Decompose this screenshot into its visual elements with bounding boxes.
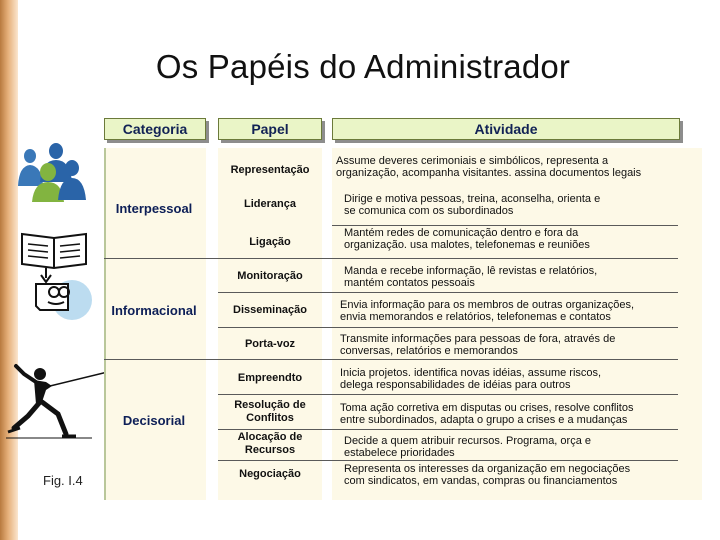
role-monitoracao: Monitoração xyxy=(237,270,303,282)
activity-line: Dirige e motiva pessoas, treina, aconselha, orienta e xyxy=(344,193,601,205)
figure-label: Fig. I.4 xyxy=(43,473,83,488)
activity-line: mantém contatos pessoais xyxy=(344,276,475,289)
role-line: Recursos xyxy=(244,444,296,456)
role-porta-voz: Porta-voz xyxy=(244,338,296,350)
activity-line: envia memorandos e relatórios, telefonemas e contatos xyxy=(340,310,611,323)
role-lideranca: Liderança xyxy=(244,198,296,210)
activity-line: organização, acompanha visitantes. assina documentos legais xyxy=(336,166,642,179)
role-disseminacao: Disseminação xyxy=(233,304,307,316)
divider xyxy=(104,258,678,259)
divider xyxy=(218,394,678,395)
divider xyxy=(218,327,678,328)
role-line: Conflitos xyxy=(246,412,294,424)
roles-table xyxy=(104,118,704,502)
activity-disseminacao xyxy=(340,300,706,323)
role-ligacao: Ligação xyxy=(249,236,291,248)
activity-line: Mantém redes de comunicação dentro e fora da xyxy=(344,227,579,239)
header-role: Papel xyxy=(218,118,322,140)
divider xyxy=(218,460,678,461)
people-group-icon xyxy=(16,142,88,204)
activity-line: Envia informação para os membros de outras organizações, xyxy=(340,299,635,311)
category-interpessoal: Interpessoal xyxy=(115,201,193,216)
activity-line: estabelece prioridades xyxy=(344,446,455,459)
slide-title: Os Papéis do Administrador xyxy=(155,48,571,85)
activity-line: Assume deveres cerimoniais e simbólicos, representa a xyxy=(336,155,609,167)
activity-empreendimento xyxy=(340,368,706,391)
activity-line: Transmite informações para pessoas de fora, através de xyxy=(340,333,616,345)
divider xyxy=(332,225,678,226)
divider xyxy=(218,292,678,293)
activity-line: Decide a quem atribuir recursos. Programa, orça e xyxy=(344,435,591,447)
divider xyxy=(218,429,678,430)
divider xyxy=(104,359,678,360)
activity-lideranca xyxy=(344,194,710,217)
role-negociacao: Negociação xyxy=(239,468,301,480)
role-representacao: Representação xyxy=(230,164,310,176)
activity-line: Manda e recebe informação, lê revistas e relatórios, xyxy=(344,265,598,277)
activity-alocacao-recursos xyxy=(344,436,710,459)
activity-line: organização. usa malotes, telefonemas e reuniões xyxy=(344,238,590,251)
role-empreendimento: Empreendto xyxy=(237,372,303,384)
activity-porta-voz xyxy=(340,334,706,357)
activity-ligacao xyxy=(344,228,710,251)
category-decisorial: Decisorial xyxy=(122,413,186,428)
activity-line: conversas, relatórios e memorandos xyxy=(340,344,518,357)
header-category: Categoria xyxy=(104,118,206,140)
book-reader-icon xyxy=(18,228,92,324)
activity-monitoracao xyxy=(344,266,710,289)
activity-negociacao xyxy=(344,464,710,487)
activity-line: Toma ação corretiva em disputas ou crises, resolve conflitos xyxy=(340,402,634,414)
activity-line: entre subordinados, adapta o grupo a crises e a mudanças xyxy=(340,413,628,426)
role-line: Alocação de xyxy=(237,431,303,443)
role-alocacao-recursos xyxy=(218,431,322,457)
activity-resolucao-conflitos xyxy=(340,403,706,426)
activity-line: delega responsabilidades de idéias para outros xyxy=(340,378,571,391)
activity-representacao xyxy=(336,156,702,179)
role-line: Resolução de xyxy=(234,399,306,411)
header-activity: Atividade xyxy=(332,118,680,140)
activity-line: Representa os interesses da organização em negociações xyxy=(344,463,631,475)
activity-line: se comunica com os subordinados xyxy=(344,204,514,217)
category-informacional: Informacional xyxy=(111,303,197,318)
role-resolucao-conflitos xyxy=(218,399,322,425)
activity-line: Inicia projetos. identifica novas idéias, assume riscos, xyxy=(340,367,602,379)
activity-line: com sindicatos, em vandas, compras ou financiamentos xyxy=(344,474,618,487)
